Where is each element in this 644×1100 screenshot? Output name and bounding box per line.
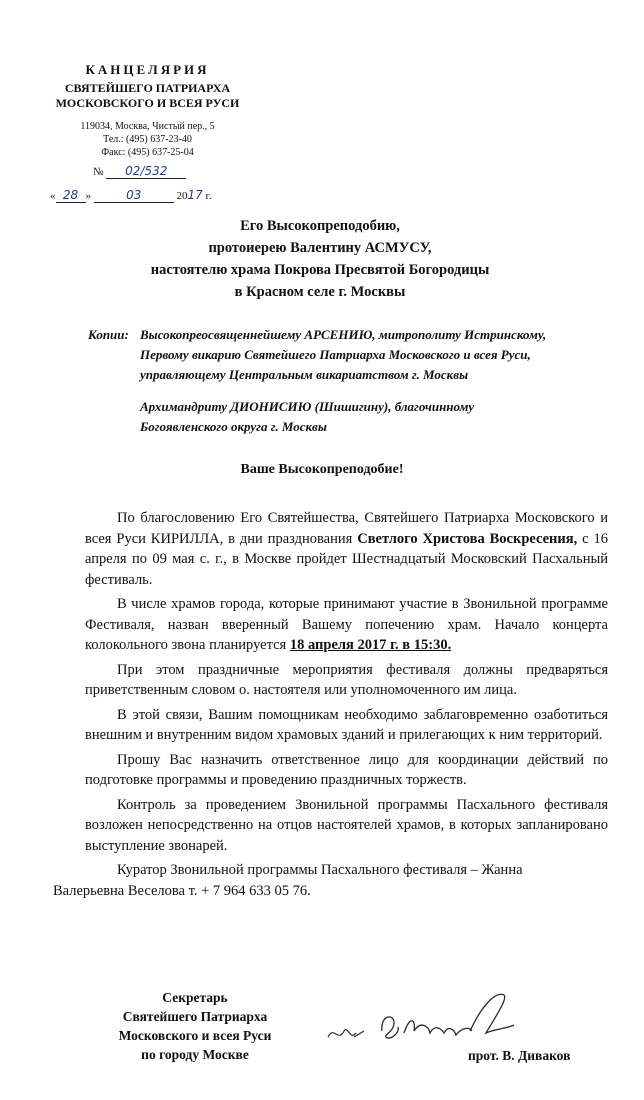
date-month: 03 <box>94 188 174 203</box>
date-suffix: г. <box>205 190 212 202</box>
date-day: 28 <box>56 188 86 203</box>
recipient-line: Его Высокопреподобию, <box>240 218 400 234</box>
copies-line: Первому викарию Святейшего Патриарха Московского и всея Руси, <box>140 347 531 362</box>
number-prefix: № <box>93 166 104 178</box>
signature-title-line: по городу Москве <box>141 1047 249 1062</box>
handwritten-signature <box>320 985 520 1055</box>
recipient-line: протоиерею Валентину АСМУСУ, <box>208 240 432 256</box>
body-paragraph: В этой связи, Вашим помощникам необходимо заблаговременно озаботиться внешним и внутренним видом храмовых зданий и прилегающих к ним территорий. <box>85 706 608 743</box>
copies-line: Богоявленского округа г. Москвы <box>140 419 327 434</box>
number-value: 02/532 <box>106 164 186 179</box>
body-paragraph: В числе храмов города, которые принимают участие в Звонильной программе Фестиваля, назван вверенный Вашему попечению храм. Начало концерта колокольного звона планируется 18 апреля 2017 г. в 15:30. <box>85 596 608 653</box>
letterhead-address: 119034, Москва, Чистый пер., 5 <box>80 121 215 132</box>
copies-line: управляющему Центральным викариатством г. Москвы <box>140 367 469 382</box>
recipient-line: настоятелю храма Покрова Пресвятой Богородицы <box>150 262 490 278</box>
copies-label: Копии: <box>88 327 129 342</box>
signature-title-line: Секретарь <box>162 990 228 1005</box>
date-year-hand: 17 <box>187 188 203 202</box>
letterhead-subtitle-2: МОСКОВСКОГО И ВСЕЯ РУСИ <box>55 96 240 110</box>
body-paragraph: Контроль за проведением Звонильной программы Пасхального фестиваля возложен непосредственно на отцов настоятелей храмов, в которых запланировано выступление звонарей. <box>85 796 608 854</box>
body-paragraph: По благословению Его Святейшества, Святейшего Патриарха Московского и всея Руси КИРИЛЛА, в дни празднования Светлого Христова Воскресения, с 16 апреля по 09 мая с. г., в Москве пройдет Шестнадцатый Московский Пасхальный фестиваль. <box>85 510 609 588</box>
signature-title-line: Святейшего Патриарха <box>122 1009 268 1024</box>
letterhead-fax: Факс: (495) 637-25-04 <box>101 147 194 158</box>
letterhead-title: КАНЦЕЛЯРИЯ <box>85 62 210 77</box>
body-paragraph: Прошу Вас назначить ответственное лицо для координации действий по подготовке программы и проведению праздничных торжеств. <box>85 751 608 788</box>
date-year-prefix: 20 <box>176 190 188 202</box>
letter-body <box>53 508 609 905</box>
copies-line: Архимандриту ДИОНИСИЮ (Шишигину), благочинному <box>140 399 475 414</box>
copies-block <box>88 325 608 437</box>
greeting: Ваше Высокопреподобие! <box>240 462 404 477</box>
recipient-line: в Красном селе г. Москвы <box>234 284 406 300</box>
signature-title-line: Московского и всея Руси <box>118 1028 272 1043</box>
copies-line: Высокопреосвященнейшему АРСЕНИЮ, митрополиту Истринскому, <box>140 327 547 342</box>
recipient-block <box>100 215 540 303</box>
body-paragraph: При этом праздничные мероприятия фестиваля должны предваряться приветственным словом о. настоятеля или уполномоченного им лица. <box>85 661 608 698</box>
signature-title <box>100 988 290 1064</box>
body-paragraph: Куратор Звонильной программы Пасхального фестиваля – Жанна Валерьевна Веселова т. + 7 964 633 05 76. <box>53 862 523 899</box>
letterhead-subtitle: СВЯТЕЙШЕГО ПАТРИАРХА <box>64 81 231 95</box>
signatory-name: прот. В. Диваков <box>468 1048 571 1063</box>
document-number <box>93 164 186 179</box>
letterhead-phone: Тел.: (495) 637-23-40 <box>103 134 192 145</box>
document-date: « 28 » 03 2017 г. <box>50 188 212 202</box>
